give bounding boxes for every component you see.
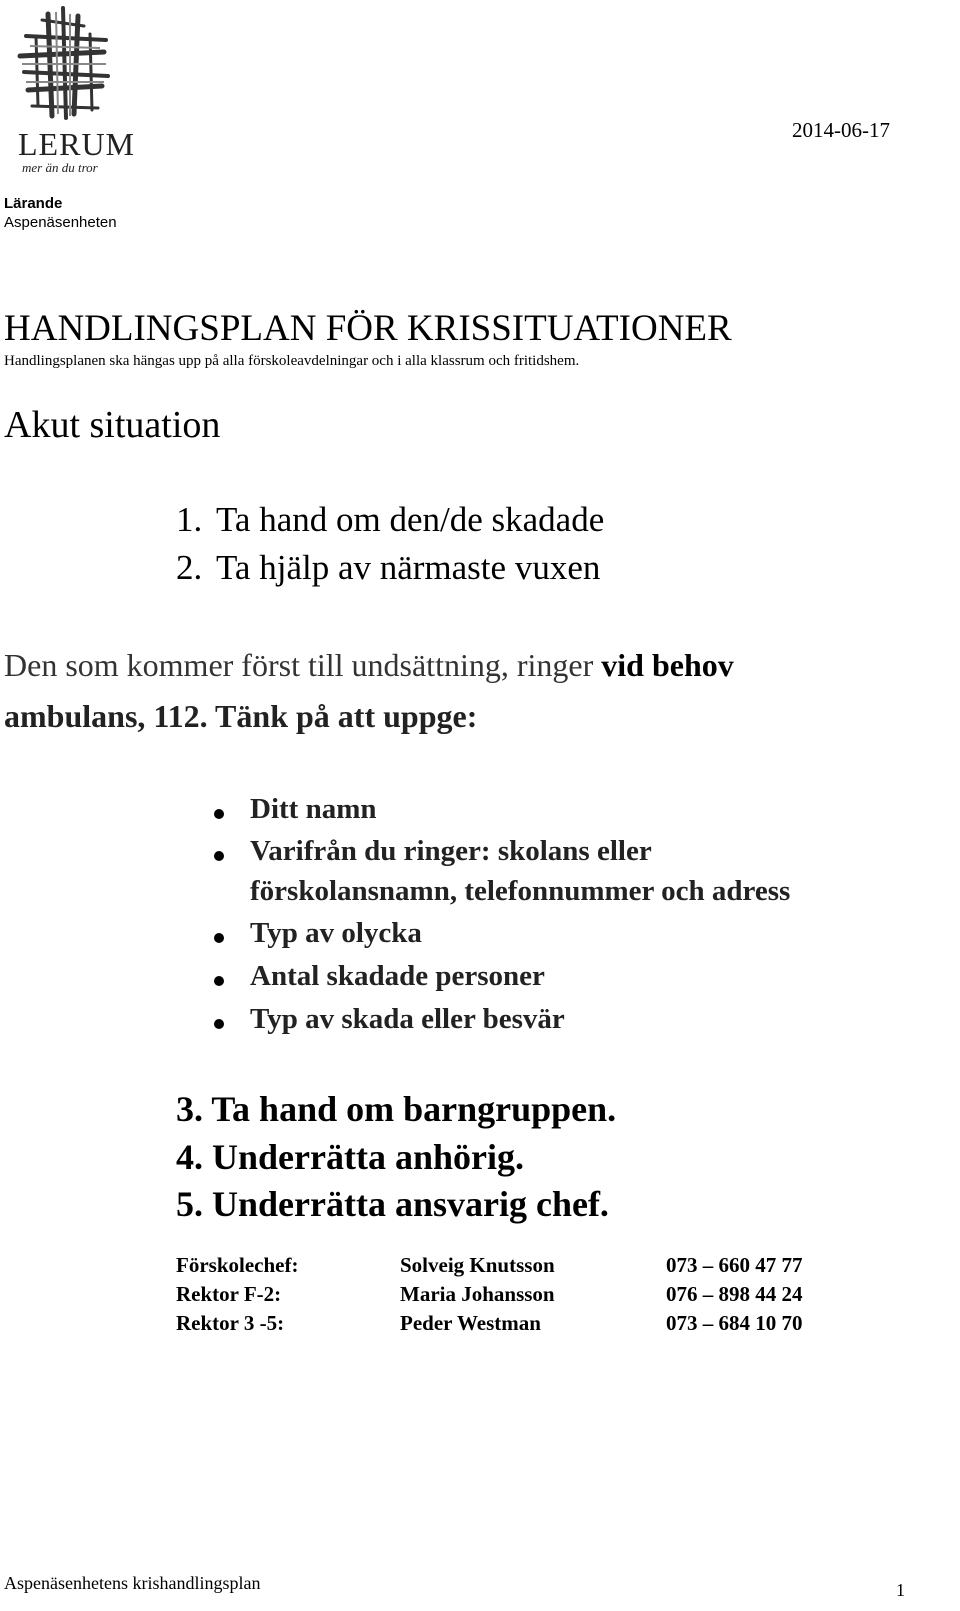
contact-phone: 073 – 684 10 70 — [666, 1311, 803, 1335]
list-item — [0, 1003, 960, 1043]
section-heading: Akut situation — [4, 404, 221, 446]
contact-role: Förskolechef: — [176, 1253, 299, 1277]
bullet-text: Typ av skada eller besvär — [250, 1003, 565, 1035]
list-item — [0, 835, 960, 915]
instruction-paragraph-line2: ambulans, 112. Tänk på att uppge: — [4, 698, 478, 734]
unit-label: Aspenäsenheten — [4, 214, 117, 231]
contact-row — [0, 1253, 960, 1281]
bullet-text: Typ av olycka — [250, 917, 422, 949]
contact-role: Rektor 3 -5: — [176, 1311, 285, 1335]
bullet-text: Antal skadade personer — [250, 960, 545, 992]
step-number: 2. — [176, 548, 203, 587]
instruction-paragraph — [4, 647, 734, 684]
department-label: Lärande — [4, 195, 63, 212]
bullet-icon — [214, 809, 224, 819]
contact-name: Maria Johansson — [400, 1282, 555, 1306]
lerum-lattice-icon — [8, 6, 120, 126]
lerum-logo — [8, 6, 135, 175]
bullet-icon — [214, 1019, 224, 1029]
step-item — [0, 500, 960, 544]
logo-tagline: mer än du tror — [22, 160, 98, 175]
step-text: Ta hand om den/de skadade — [216, 500, 605, 539]
step-number: 1. — [176, 500, 203, 539]
document-date: 2014-06-17 — [792, 118, 890, 142]
contact-phone: 073 – 660 47 77 — [666, 1253, 803, 1277]
contact-name: Solveig Knutsson — [400, 1253, 555, 1277]
step-item-bold: 3. Ta hand om barngruppen. — [176, 1089, 617, 1129]
list-item — [0, 793, 960, 833]
contact-name: Peder Westman — [400, 1311, 541, 1335]
step-item-bold: 4. Underrätta anhörig. — [176, 1137, 524, 1177]
bullet-text-continued: förskolansnamn, telefonnummer och adress — [250, 875, 791, 907]
footer-text: Aspenäsenhetens krishandlingsplan — [4, 1573, 261, 1593]
contact-row — [0, 1282, 960, 1310]
page-subtitle: Handlingsplanen ska hängas upp på alla förskoleavdelningar och i alla klassrum och fritidshem. — [4, 353, 580, 369]
page-title: HANDLINGSPLAN FÖR KRISSITUATIONER — [4, 308, 732, 349]
page-number: 1 — [896, 1580, 905, 1600]
list-item — [0, 917, 960, 957]
bullet-text: Varifrån du ringer: skolans eller — [250, 835, 652, 867]
instruction-text: Den som kommer först till undsättning, ringer — [4, 647, 602, 683]
contact-role: Rektor F-2: — [176, 1282, 282, 1306]
contact-row — [0, 1311, 960, 1339]
instruction-emphasis: vid behov — [601, 647, 734, 683]
logo-wordmark: LERUM — [18, 126, 135, 162]
contact-phone: 076 – 898 44 24 — [666, 1282, 803, 1306]
bullet-icon — [214, 933, 224, 943]
bullet-icon — [214, 851, 224, 861]
step-text: Ta hjälp av närmaste vuxen — [216, 548, 601, 587]
step-item-bold: 5. Underrätta ansvarig chef. — [176, 1184, 609, 1224]
bullet-text: Ditt namn — [250, 793, 377, 825]
bullet-icon — [214, 976, 224, 986]
list-item — [0, 960, 960, 1000]
step-item — [0, 548, 960, 592]
